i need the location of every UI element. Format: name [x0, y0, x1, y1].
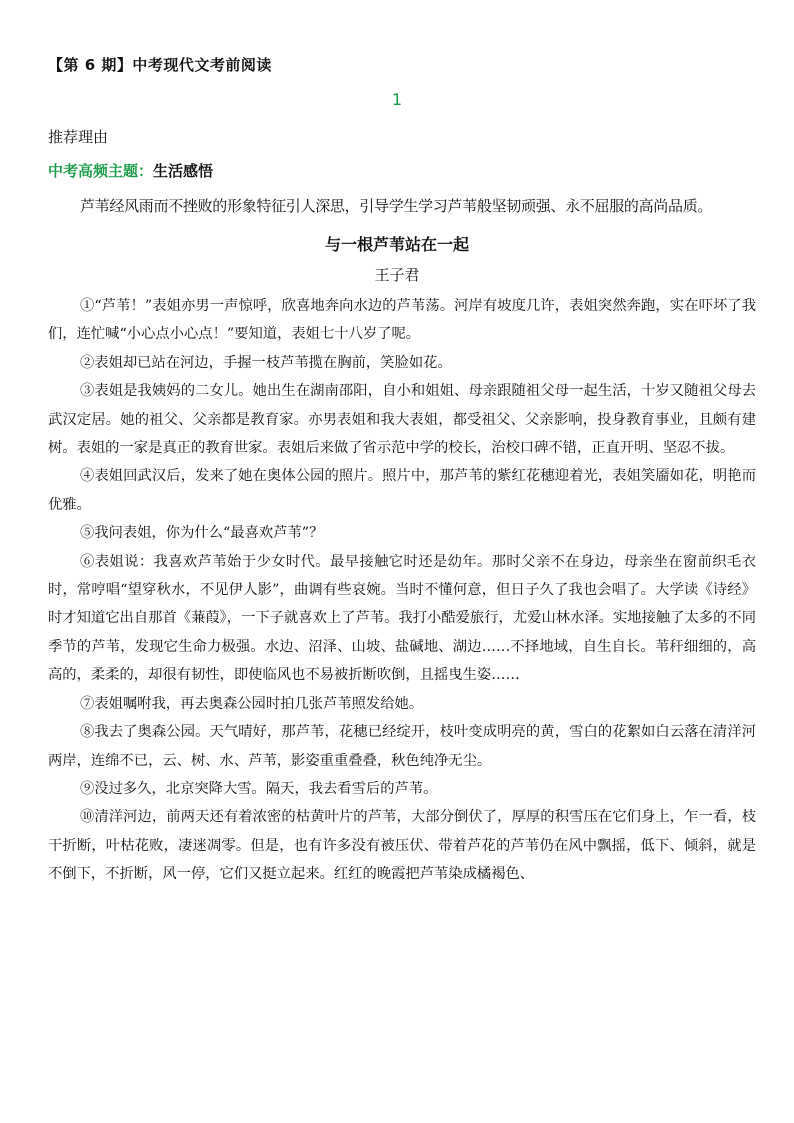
topic-line	[48, 160, 213, 181]
issue-title: 【第 6 期】中考现代文考前阅读	[48, 56, 272, 74]
paragraph: ⑤我问表姐，你为什么“最喜欢芦苇”？	[80, 525, 324, 542]
section-number: 1	[391, 90, 403, 109]
topic-label: 中考高频主题：	[48, 162, 154, 180]
article-title: 与一根芦苇站在一起	[324, 235, 469, 254]
paragraph: ⑧我去了奥森公园。天气晴好，那芦苇，花穗已经绽开，枝叶变成明亮的黄，雪白的花絮如白云落在清洋河两岸，连绵不已，云、树、水、芦苇，影姿重重叠叠，秋色纯净无尘。	[48, 724, 756, 769]
paragraph: ①“芦苇！”表姐亦男一声惊呼，欣喜地奔向水边的芦苇荡。河岸有坡度几许，表姐突然奔跑，实在吓坏了我们，连忙喊“小心点小心点！”要知道，表姐七十八岁了呢。	[48, 298, 756, 343]
topic-value: 生活感悟	[153, 162, 214, 180]
paragraph: ④表姐回武汉后，发来了她在奥体公园的照片。照片中，那芦苇的紫红花穗迎着光，表姐笑靥如花，明艳而优雅。	[48, 468, 756, 513]
article-author: 王子君	[374, 266, 420, 284]
paragraph: ②表姐却已站在河边，手握一枝芦苇揽在胸前，笑脸如花。	[80, 354, 452, 371]
paragraph: ⑩清洋河边，前两天还有着浓密的枯黄叶片的芦苇，大部分倒伏了，厚厚的积雪压在它们身上，乍一看，枝干折断，叶枯花败，凄迷凋零。但是，也有许多没有被压伏、带着芦花的芦苇仍在风中飘摇，低下、倾斜，就是不倒下，不折断，风一停，它们又挺立起来。红红的晚霞把芦苇染成橘褐色、	[48, 809, 756, 883]
paragraph: ③表姐是我姨妈的二女儿。她出生在湖南邵阳，自小和姐姐、母亲跟随祖父母一起生活，十岁又随祖父母去武汉定居。她的祖父、父亲都是教育家。亦男表姐和我大表姐，都受祖父、父亲影响，投身教育事业，且颇有建树。表姐的一家是真正的教育世家。表姐后来做了省示范中学的校长，治校口碑不错，正直开明、坚忍不拔。	[48, 383, 756, 457]
paragraph: ⑨没过多久，北京突降大雪。隔天，我去看雪后的芦苇。	[80, 780, 438, 797]
recommendation-text: 芦苇经风雨而不挫败的形象特征引人深思，引导学生学习芦苇般坚韧顽强、永不屈服的高尚品质。	[80, 197, 713, 215]
article-body	[48, 292, 756, 889]
paragraph: ⑦表姐嘱咐我，再去奥森公园时拍几张芦苇照发给她。	[80, 695, 424, 712]
paragraph: ⑥表姐说：我喜欢芦苇始于少女时代。最早接触它时还是幼年。那时父亲不在身边，母亲坐在窗前织毛衣时，常哼唱“望穿秋水，不见伊人影”，曲调有些哀婉。当时不懂何意，但日子久了我也会唱了。大学读《诗经》时才知道它出自那首《蒹葭》，一下子就喜欢上了芦苇。我打小酷爱旅行，尤爱山林水泽。实地接触了太多的不同季节的芦苇，发现它生命力极强。水边、沼泽、山坡、盐碱地、湖边……不择地域，自生自长。苇秆细细的，高高的，柔柔的，却很有韧性，即使临风也不易被折断吹倒，且摇曳生姿……	[48, 553, 756, 684]
recommendation-label: 推荐理由	[48, 128, 109, 146]
